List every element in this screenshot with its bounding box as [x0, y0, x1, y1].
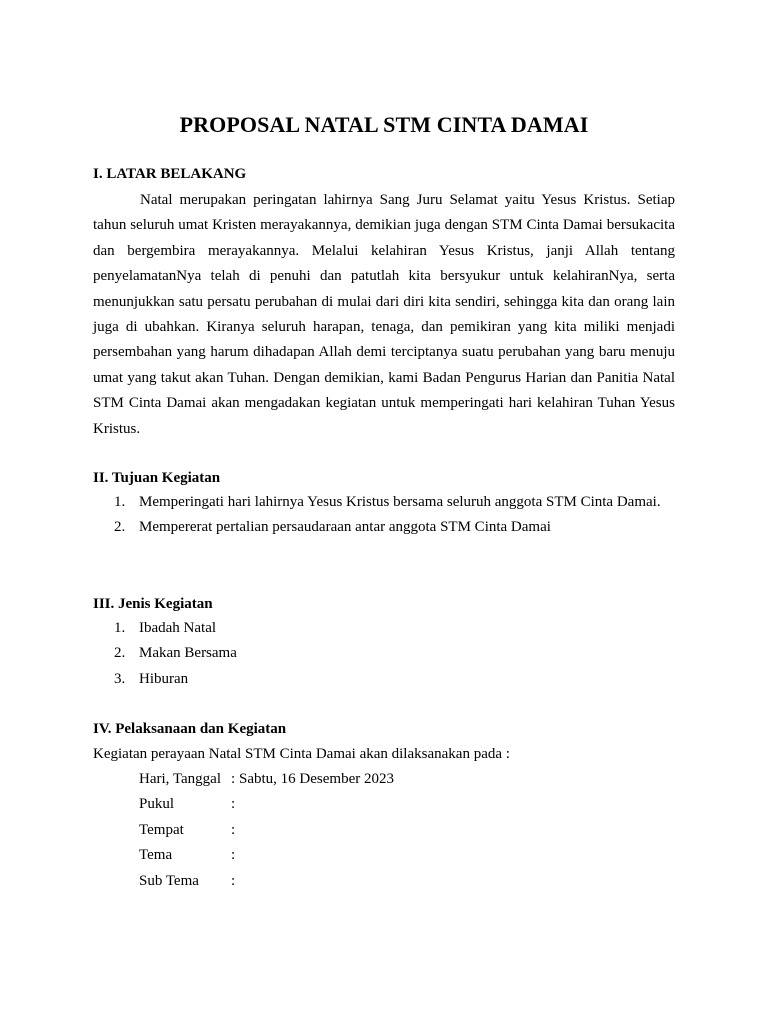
detail-colon: : — [231, 771, 236, 787]
document-title: PROPOSAL NATAL STM CINTA DAMAI — [179, 112, 589, 137]
detail-row-sub-tema — [139, 869, 539, 894]
detail-label: Tempat — [139, 821, 184, 838]
section-heading-pelaksanaan: IV. Pelaksanaan dan Kegiatan — [93, 721, 287, 737]
tujuan-list — [93, 490, 675, 541]
latar-belakang-paragraph — [93, 188, 675, 442]
list-item-text: Makan Bersama — [139, 645, 237, 662]
list-item — [93, 641, 675, 666]
list-item — [93, 616, 675, 641]
detail-row-tempat — [139, 818, 539, 843]
detail-colon: : — [231, 796, 236, 813]
list-item-number: 1. — [114, 494, 126, 510]
detail-label: Hari, Tanggal — [139, 771, 221, 787]
list-item-number: 3. — [114, 670, 126, 687]
list-item — [93, 515, 675, 540]
detail-row-tema — [139, 843, 539, 868]
detail-label: Pukul — [139, 796, 175, 813]
list-item-number: 2. — [114, 645, 126, 662]
detail-colon: : — [231, 847, 236, 864]
list-item — [93, 667, 675, 692]
detail-row-pukul — [139, 792, 539, 817]
jenis-list — [93, 616, 675, 692]
detail-label: Tema — [139, 847, 173, 864]
list-item-text: Hiburan — [139, 670, 189, 687]
latar-belakang-text: Natal merupakan peringatan lahirnya Sang Juru Selamat yaitu Yesus Kristus. Setiap tahun seluruh umat Kristen merayakannya, demikian juga dengan STM Cinta Damai bersukacita dan bergembira merayakannya. Melalui kelahiran Yesus Kristus, janji Allah tentang penyelamatanNya telah di penuhi dan patutlah kita bersyukur untuk kelahiranNya, serta menunjukkan satu persatu perubahan di mulai dari diri kita sendiri, sehingga kita dan orang lain juga di ubahkan. Kiranya seluruh harapan, tenaga, dan pemikiran yang kita miliki menjadi persembahan yang harum dihadapan Allah demi terciptanya suatu perubahan yang baru menuju umat yang takut akan Tuhan. Dengan demikian, kami Badan Pengurus Harian dan Panitia Natal STM Cinta Damai akan mengadakan kegiatan untuk memperingati hari kelahiran Tuhan Yesus Kristus. — [93, 192, 675, 437]
section-heading-jenis-kegiatan: III. Jenis Kegiatan — [93, 596, 213, 612]
list-item-text: Mempererat pertalian persaudaraan antar anggota STM Cinta Damai — [139, 519, 551, 536]
list-item-number: 1. — [114, 620, 126, 636]
section-heading-tujuan-kegiatan: II. Tujuan Kegiatan — [93, 470, 221, 486]
list-item-text: Ibadah Natal — [139, 620, 217, 636]
list-item-number: 2. — [114, 519, 126, 536]
detail-value: Sabtu, 16 Desember 2023 — [239, 771, 394, 787]
pelaksanaan-intro: Kegiatan perayaan Natal STM Cinta Damai akan dilaksanakan pada : — [93, 746, 510, 762]
section-heading-latar-belakang: I. LATAR BELAKANG — [93, 166, 247, 182]
detail-colon: : — [231, 872, 236, 889]
detail-label: Sub Tema — [139, 872, 199, 889]
detail-colon: : — [231, 821, 236, 838]
pelaksanaan-details — [139, 767, 539, 894]
list-item-text: Memperingati hari lahirnya Yesus Kristus bersama seluruh anggota STM Cinta Damai. — [139, 494, 661, 510]
list-item — [93, 490, 675, 515]
detail-row-hari-tanggal — [139, 767, 539, 792]
